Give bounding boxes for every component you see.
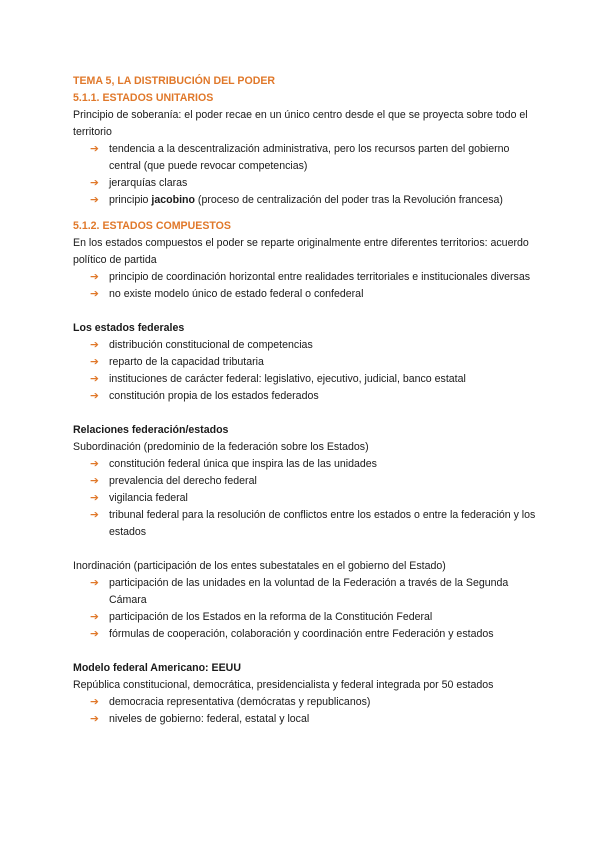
arrow-bullet-icon: ➔ [90, 628, 99, 640]
arrow-bullet-icon: ➔ [90, 143, 99, 155]
list-subordinacion [73, 456, 543, 541]
arrow-bullet-icon: ➔ [90, 339, 99, 351]
page-title: TEMA 5, LA DISTRIBUCIÓN DEL PODER [73, 75, 276, 87]
list-item: ➔ tendencia a la descentralización administrativa, pero los recursos parten del gobierno central (que puede revocar competencias) [90, 143, 510, 172]
list-item: ➔ tribunal federal para la resolución de conflictos entre los estados o entre la federación y los estados [90, 509, 536, 538]
arrow-bullet-icon: ➔ [90, 373, 99, 385]
arrow-bullet-icon: ➔ [90, 577, 99, 589]
paragraph-compuestos-intro: En los estados compuestos el poder se reparte originalmente entre diferentes territorios: acuerdo político de partida [73, 237, 529, 266]
arrow-bullet-icon: ➔ [90, 271, 99, 283]
list-item: ➔ principio de coordinación horizontal entre realidades territoriales e institucionales diversas [73, 269, 543, 286]
paragraph-eeuu-intro: República constitucional, democrática, presidencialista y federal integrada por 50 estados [73, 679, 494, 691]
subheading-eeuu: Modelo federal Americano: EEUU [73, 662, 241, 674]
list-item: ➔ reparto de la capacidad tributaria [73, 354, 543, 371]
paragraph-unitarios-intro: Principio de soberanía: el poder recae en un único centro desde el que se proyecta sobre todo el territorio [73, 109, 528, 138]
arrow-bullet-icon: ➔ [90, 611, 99, 623]
list-item: ➔ niveles de gobierno: federal, estatal y local [73, 711, 543, 728]
list-item: ➔ fórmulas de cooperación, colaboración y coordinación entre Federación y estados [73, 626, 543, 643]
bold-term-jacobino: jacobino [151, 194, 195, 206]
list-item: ➔ democracia representativa (demócratas y republicanos) [73, 694, 543, 711]
subheading-federales: Los estados federales [73, 322, 185, 334]
list-item: ➔ vigilancia federal [73, 490, 543, 507]
list-item: ➔ instituciones de carácter federal: legislativo, ejecutivo, judicial, banco estatal [73, 371, 543, 388]
list-item: ➔ prevalencia del derecho federal [73, 473, 543, 490]
subheading-relaciones: Relaciones federación/estados [73, 424, 229, 436]
list-federales [73, 337, 543, 405]
paragraph-subordinacion: Subordinación (predominio de la federación sobre los Estados) [73, 441, 369, 453]
list-item: ➔ participación de las unidades en la voluntad de la Federación a través de la Segunda Cámara [90, 577, 509, 606]
arrow-bullet-icon: ➔ [90, 194, 99, 206]
arrow-bullet-icon: ➔ [90, 390, 99, 402]
list-item: ➔ constitución propia de los estados federados [73, 388, 543, 405]
list-unitarios [73, 141, 543, 209]
arrow-bullet-icon: ➔ [90, 696, 99, 708]
arrow-bullet-icon: ➔ [90, 713, 99, 725]
arrow-bullet-icon: ➔ [90, 492, 99, 504]
list-item: ➔ distribución constitucional de competencias [73, 337, 543, 354]
list-compuestos [73, 269, 543, 303]
list-inordinacion [73, 575, 543, 643]
arrow-bullet-icon: ➔ [90, 356, 99, 368]
paragraph-inordinacion: Inordinación (participación de los entes subestatales en el gobierno del Estado) [73, 560, 446, 572]
arrow-bullet-icon: ➔ [90, 458, 99, 470]
arrow-bullet-icon: ➔ [90, 475, 99, 487]
arrow-bullet-icon: ➔ [90, 177, 99, 189]
list-item: ➔ constitución federal única que inspira las de las unidades [73, 456, 543, 473]
section-heading-compuestos: 5.1.2. ESTADOS COMPUESTOS [73, 220, 231, 232]
list-item: ➔ participación de los Estados en la reforma de la Constitución Federal [73, 609, 543, 626]
list-eeuu [73, 694, 543, 728]
section-heading-unitarios: 5.1.1. ESTADOS UNITARIOS [73, 92, 214, 104]
list-item: ➔ no existe modelo único de estado federal o confederal [73, 286, 543, 303]
list-item: ➔ principio jacobino (proceso de centralización del poder tras la Revolución francesa) [73, 192, 543, 209]
list-item: ➔ jerarquías claras [73, 175, 543, 192]
arrow-bullet-icon: ➔ [90, 288, 99, 300]
arrow-bullet-icon: ➔ [90, 509, 99, 521]
document-content [73, 73, 543, 728]
